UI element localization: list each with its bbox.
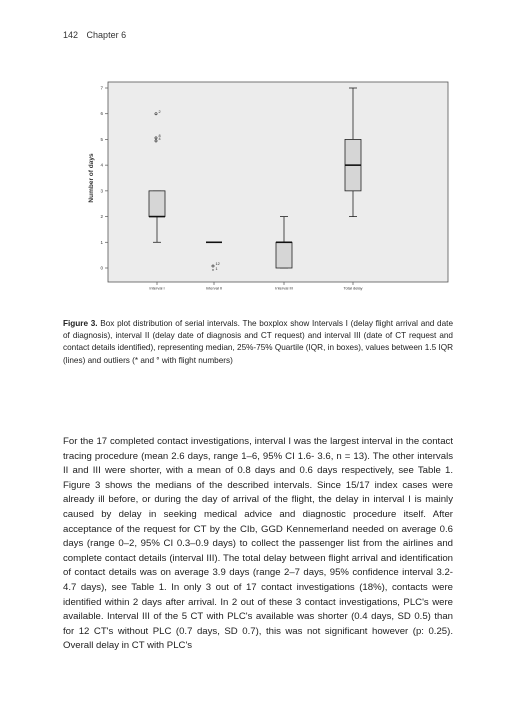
x-tick-label: Interval I xyxy=(149,285,165,291)
x-tick-label: Interval III xyxy=(275,285,293,291)
iqr-box xyxy=(149,191,165,217)
iqr-box xyxy=(276,242,292,268)
y-axis-label: Number of days xyxy=(88,153,95,203)
outlier-label: 8 xyxy=(158,134,161,139)
y-tick-label: 0 xyxy=(100,265,103,271)
body-text xyxy=(63,435,453,654)
y-tick-label: 3 xyxy=(100,188,103,194)
outlier-label: 2 xyxy=(158,109,161,114)
y-tick-label: 2 xyxy=(100,214,103,220)
outlier-label: 12 xyxy=(215,262,220,267)
x-tick-label: Total delay xyxy=(343,285,363,291)
outlier-label: 4 xyxy=(158,137,161,142)
y-tick-label: 7 xyxy=(100,85,103,91)
outlier-star: * xyxy=(212,269,214,275)
y-tick-label: 5 xyxy=(100,136,103,142)
y-tick-label: 4 xyxy=(100,162,103,168)
chapter-title: Chapter 6 xyxy=(86,30,127,40)
outlier-label: 1 xyxy=(215,267,218,272)
body-paragraph: For the 17 completed contact investigations, interval I was the largest interval in the contact tracing procedure (mean 2.6 days, range 1–6, 95% CI 1.6- 3.6, n = 13). The other intervals II and III were shorter, with a mean of 0.8 days and 0.6 days respectively, see Table 1. Figure 3 shows the medians of the described intervals. Since 15/17 index cases were already ill before, or during the day of arrival of the flight, the delay in interval I is mainly caused by delay in seeking medical advice and diagnostic procedure itself. After acceptance of the request for CT by the CIb, GGD Kennemerland needed on average 0.6 days (range 0–2, 95% CI 0.3–0.9 days) to collect the passenger list from the airlines and complete contact details (interval III). The total delay between flight arrival and identification of contact details was on average 3.9 days (range 2–7 days, 95% confidence interval 3.2-4.7 days), see Table 1. In only 3 out of 17 contact investigations (18%), contacts were identified within 2 days after arrival. In 2 out of these 3 contact investigations, PLC's were available. Interval III of the 5 CT with PLC's available was shorter (0.4 days, SD 0.5) than for 12 CT's without PLC (0.7 days, SD 0.7), this was not significant however (p: 0.25). Overall delay in CT with PLC's xyxy=(63,436,453,652)
page-number: 142 xyxy=(63,30,79,40)
y-tick-label: 1 xyxy=(100,239,103,245)
x-tick-label: Interval II xyxy=(205,285,223,291)
boxplot-figure xyxy=(80,78,450,294)
y-tick-label: 6 xyxy=(100,111,103,117)
figure-caption-text: Box plot distribution of serial intervals. The boxplox show Intervals I (delay flight arrival and date of diagnosis), interval II (delay date of diagnosis and CT request) and interval III (date of CT request and contact details identified), representing median, 25%-75% Quartile (IQR, in boxes), values between 1.5 IQR (lines) and outliers (* and ° with flight numbers) xyxy=(63,319,453,365)
running-head xyxy=(63,30,126,40)
figure-label: Figure 3. xyxy=(63,319,98,328)
figure-caption xyxy=(63,318,453,367)
